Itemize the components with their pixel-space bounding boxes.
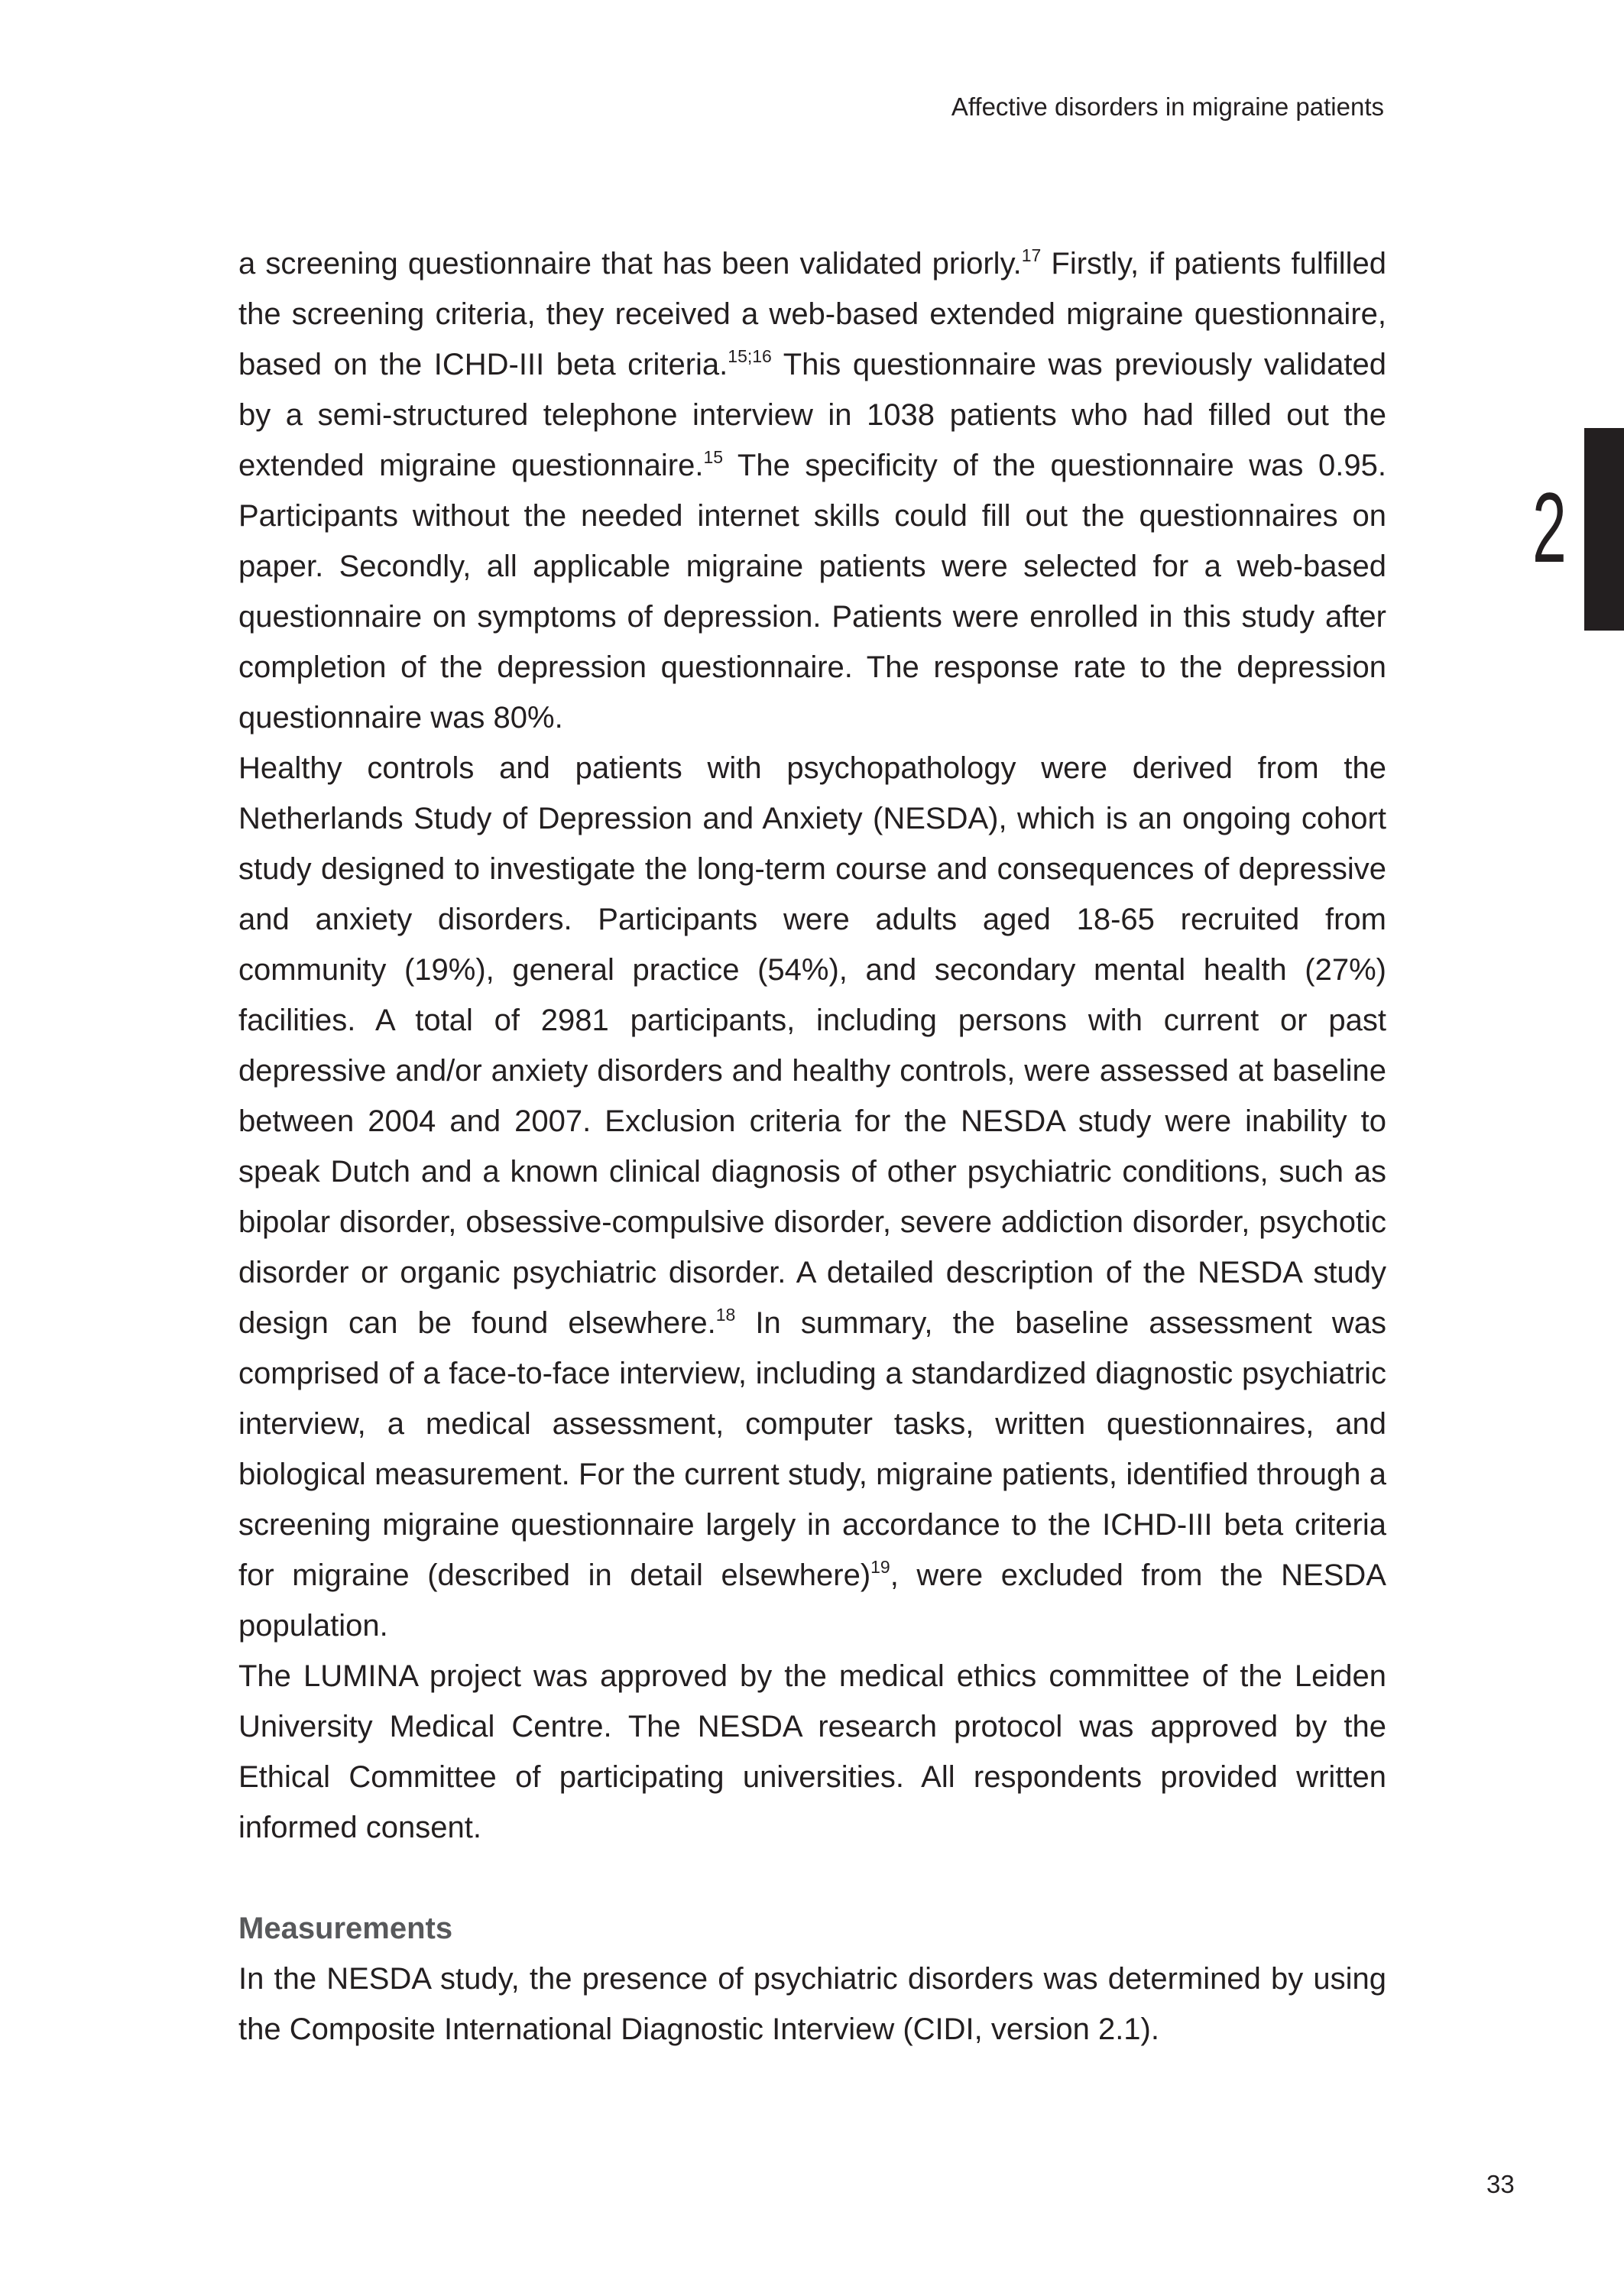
paragraph: The LUMINA project was approved by the medical ethics committee of the Leiden University Medical Centre. The NESDA research protocol was approved by the Ethical Committee of participating universities. All respondents provided written informed consent. — [238, 1659, 1386, 1844]
paragraph: In the NESDA study, the presence of psychiatric disorders was determined by using the Composite International Diagnostic Interview (CIDI, version 2.1). — [238, 1962, 1386, 2046]
text-run: Healthy controls and patients with psychopathology were derived from the Netherlands Study of Depression and Anxiety (NESDA), which is an ongoing cohort study designed to investigate the long-term course and consequences of depressive and anxiety disorders. Participants were adults aged 18-65 recruited from community (19%), general practice (54%), and secondary mental health (27%) facilities. A total of 2981 participants, including persons with current or past depressive and/or anxiety disorders and healthy controls, were assessed at baseline between 2004 and 2007. Exclusion criteria for the NESDA study were inability to speak Dutch and a known clinical diagnosis of other psychiatric conditions, such as bipolar disorder, obsessive-compulsive disorder, severe addiction disorder, psychotic disorder or organic psychiatric disorder. A detailed description of the NESDA study design can be found elsewhere. — [238, 751, 1386, 1340]
section-heading: Measurements — [238, 1912, 453, 1945]
paragraph — [238, 743, 1386, 1651]
text-run: In summary, the baseline assessment was comprised of a face-to-face interview, including a standardized diagnostic psychiatric interview, a medical assessment, computer tasks, written questionnaires, and biological measurement. For the current study, migraine patients, identified through a screening migraine questionnaire largely in accordance to the ICHD-III beta criteria for migraine (described in detail elsewhere) — [238, 1306, 1386, 1592]
citation-ref: 15 — [703, 447, 724, 467]
paragraph — [238, 238, 1386, 743]
text-run: This questionnaire was previously validated by a semi-structured telephone interview in 1038 patients who had filled out the extended migraine questionnaire. — [238, 348, 1386, 482]
citation-ref: 17 — [1021, 245, 1042, 265]
text-run: a screening questionnaire that has been validated priorly. — [238, 247, 1022, 281]
chapter-number: 2 — [1532, 472, 1567, 583]
text-run: , were excluded from the NESDA population. — [238, 1558, 1386, 1643]
text-run: Firstly, if patients fulfilled the screening criteria, they received a web-based extended migraine questionnaire, based on the ICHD-III beta criteria. — [238, 247, 1386, 381]
body-text — [238, 238, 1386, 2055]
page-number: 33 — [1486, 2170, 1515, 2198]
running-header: Affective disorders in migraine patients — [951, 92, 1384, 121]
chapter-tab — [1584, 428, 1624, 631]
citation-ref: 19 — [870, 1557, 890, 1577]
citation-ref: 15;16 — [728, 346, 772, 366]
text-run: The specificity of the questionnaire was 0.95. Participants without the needed internet skills could fill out the questionnaires on paper. Secondly, all applicable migraine patients were selected for a web-based questionnaire on symptoms of depression. Patients were enrolled in this study after completion of the depression questionnaire. The response rate to the depression questionnaire was 80%. — [238, 449, 1386, 735]
citation-ref: 18 — [715, 1305, 736, 1325]
